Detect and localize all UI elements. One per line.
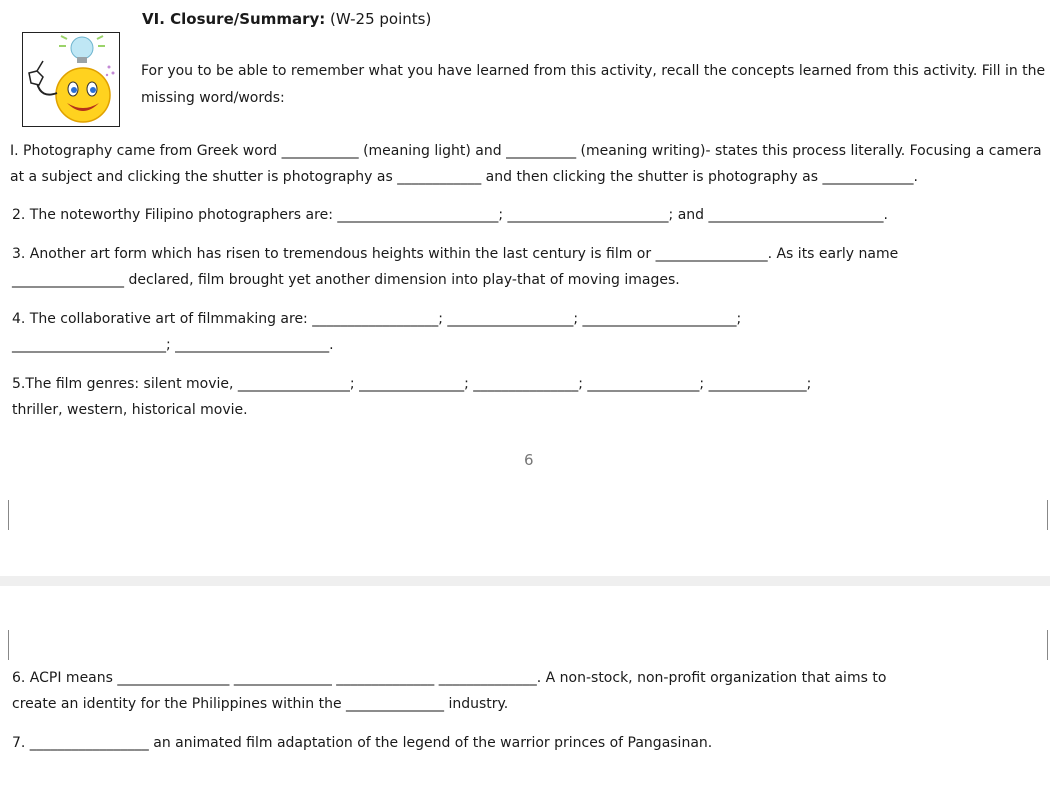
question-4-line-1: 4. The collaborative art of filmmaking are: __________________; __________________; ______________________; xyxy=(12,311,742,327)
question-7: 7. _________________ an animated film adaptation of the legend of the warrior princes of Pangasinan. xyxy=(12,735,713,751)
page-corner-mark xyxy=(8,630,16,660)
question-6-line-1: 6. ACPI means ________________ ______________ ______________ ______________. A non-stock, non-profit organization that aims to xyxy=(12,670,887,686)
question-2: 2. The noteworthy Filipino photographers are: _______________________; _______________________; and _________________________. xyxy=(12,207,888,223)
page-corner-mark xyxy=(1040,500,1048,530)
question-4-line-2: ______________________; ______________________. xyxy=(12,337,334,353)
question-5-line-2: thriller, western, historical movie. xyxy=(12,402,248,418)
section-points: (W-25 points) xyxy=(325,10,432,28)
question-3-line-2: ________________ declared, film brought yet another dimension into play-that of moving images. xyxy=(12,272,680,288)
question-3-line-1: 3. Another art form which has risen to tremendous heights within the last century is film or ________________. As its early name xyxy=(12,246,899,262)
smiley-lightbulb-idea-icon xyxy=(22,32,120,127)
question-1-line-1: I. Photography came from Greek word ___________ (meaning light) and __________ (meaning writing)- states this process literally. Focusing a camera xyxy=(10,143,1042,159)
page-number: 6 xyxy=(524,451,534,469)
intro-line-2: missing word/words: xyxy=(141,90,285,106)
question-5-line-1: 5.The film genres: silent movie, ________________; _______________; _______________; ________________; ______________; xyxy=(12,376,812,392)
page-corner-mark xyxy=(8,500,16,530)
question-6-line-2: create an identity for the Philippines within the ______________ industry. xyxy=(12,696,509,712)
intro-line-1: For you to be able to remember what you have learned from this activity, recall the concepts learned from this activity. Fill in the xyxy=(141,63,1046,79)
page-separator xyxy=(0,576,1050,586)
question-1-line-2: at a subject and clicking the shutter is photography as ____________ and then clicking the shutter is photography as _____________. xyxy=(10,169,918,185)
section-heading: VI. Closure/Summary: xyxy=(142,10,326,28)
section-title xyxy=(142,10,431,28)
page-corner-mark xyxy=(1040,630,1048,660)
